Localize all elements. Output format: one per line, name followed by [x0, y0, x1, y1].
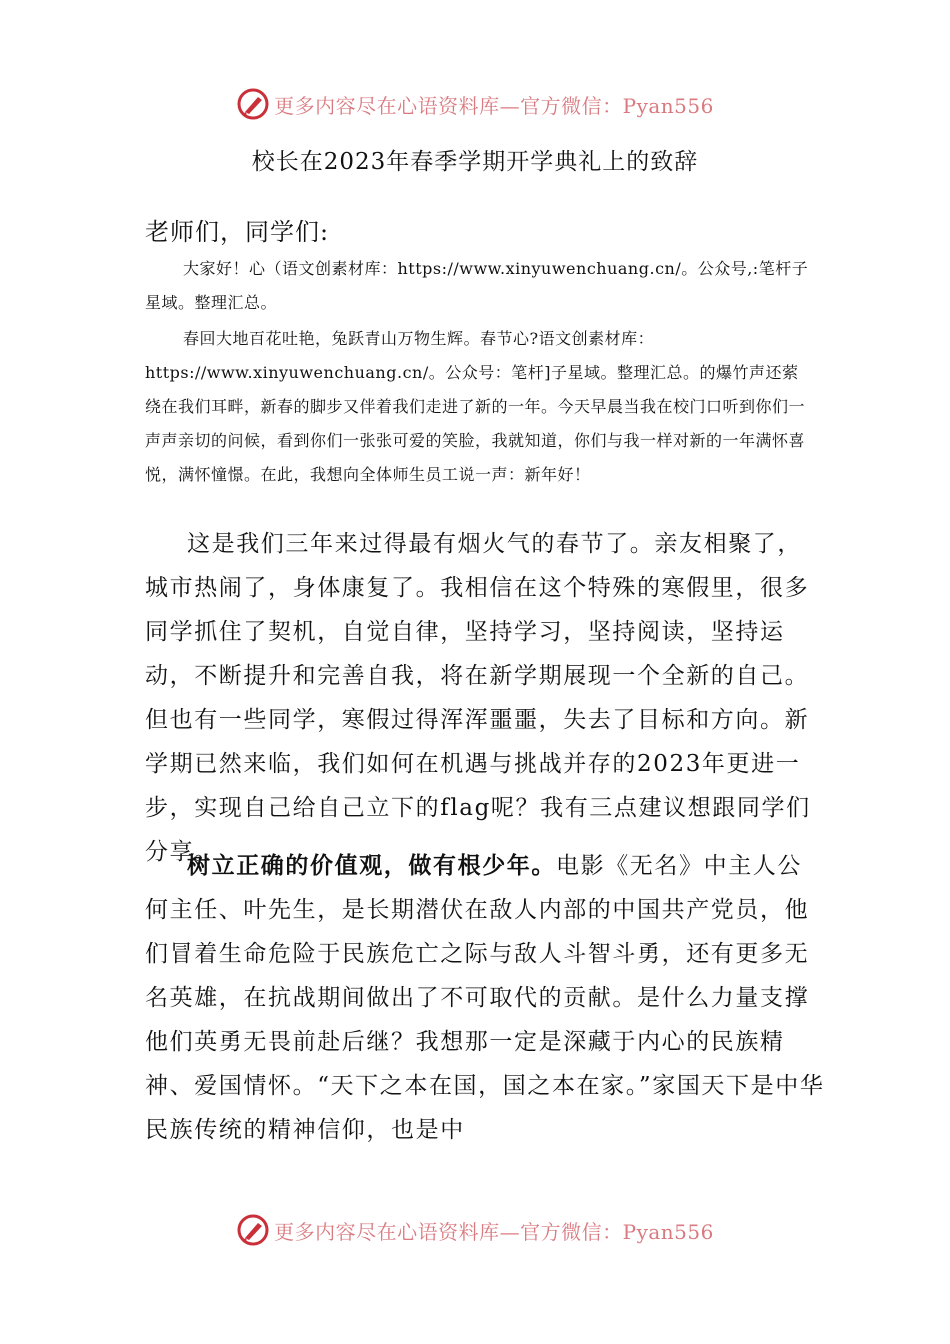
spring-paragraph: 春回大地百花吐艳，兔跃青山万物生辉。春节心?语文创素材库：https://www.xinyuwenchuang.cn/。公众号：笔杆]子星域。整理汇总。的爆竹声还萦绕在我们耳畔，新春的脚步又伴着我们走进了新的一年。今天早晨当我在校门口听到你们一声声亲切的问候，看到你们一张张可爱的笑脸，我就知道，你们与我一样对新的一年满怀喜悦，满怀憧憬。在此，我想向全体师生员工说一声：新年好！ [145, 329, 806, 484]
paragraph-body-text: 电影《无名》中主人公何主任、叶先生，是长期潜伏在敌人内部的中国共产党员，他们冒着生命危险于民族危亡之际与敌人斗智斗勇，还有更多无名英雄，在抗战期间做出了不可取代的贡献。是什么力量支撑他们英勇无畏前赴后继？我想那一定是深藏于内心的民族精神、爱国情怀。“天下之本在国，国之本在家。”家国天下是中华民族传统的精神信仰，也是中 [145, 853, 825, 1143]
watermark-text: 更多内容尽在心语资料库—官方微信：Pyan556 [274, 1219, 714, 1244]
watermark-text: 更多内容尽在心语资料库—官方微信：Pyan556 [274, 93, 714, 118]
pen-logo-icon [236, 87, 270, 121]
watermark-banner-top [0, 84, 950, 124]
paragraph-lead-heading: 树立正确的价值观，做有根少年。 [187, 852, 556, 879]
body-paragraph-2 [145, 844, 825, 1152]
watermark-banner-bottom [0, 1210, 950, 1250]
salutation: 老师们，同学们: [145, 218, 330, 246]
document-title: 校长在2023年春季学期开学典礼上的致辞 [251, 149, 699, 175]
body-paragraph-1: 这是我们三年来过得最有烟火气的春节了。亲友相聚了，城市热闹了，身体康复了。我相信在这个特殊的寒假里，很多同学抓住了契机，自觉自律，坚持学习，坚持阅读，坚持运动，不断提升和完善自我，将在新学期展现一个全新的自己。但也有一些同学，寒假过得浑浑噩噩，失去了目标和方向。新学期已然来临，我们如何在机遇与挑战并存的2023年更进一步，实现自己给自己立下的flag呢？我有三点建议想跟同学们分享。 [145, 531, 811, 865]
pen-logo-icon [236, 1213, 270, 1247]
greeting-paragraph: 大家好！心（语文创素材库：https://www.xinyuwenchuang.cn/。公众号,:笔杆子星域。整理汇总。 [145, 259, 809, 312]
